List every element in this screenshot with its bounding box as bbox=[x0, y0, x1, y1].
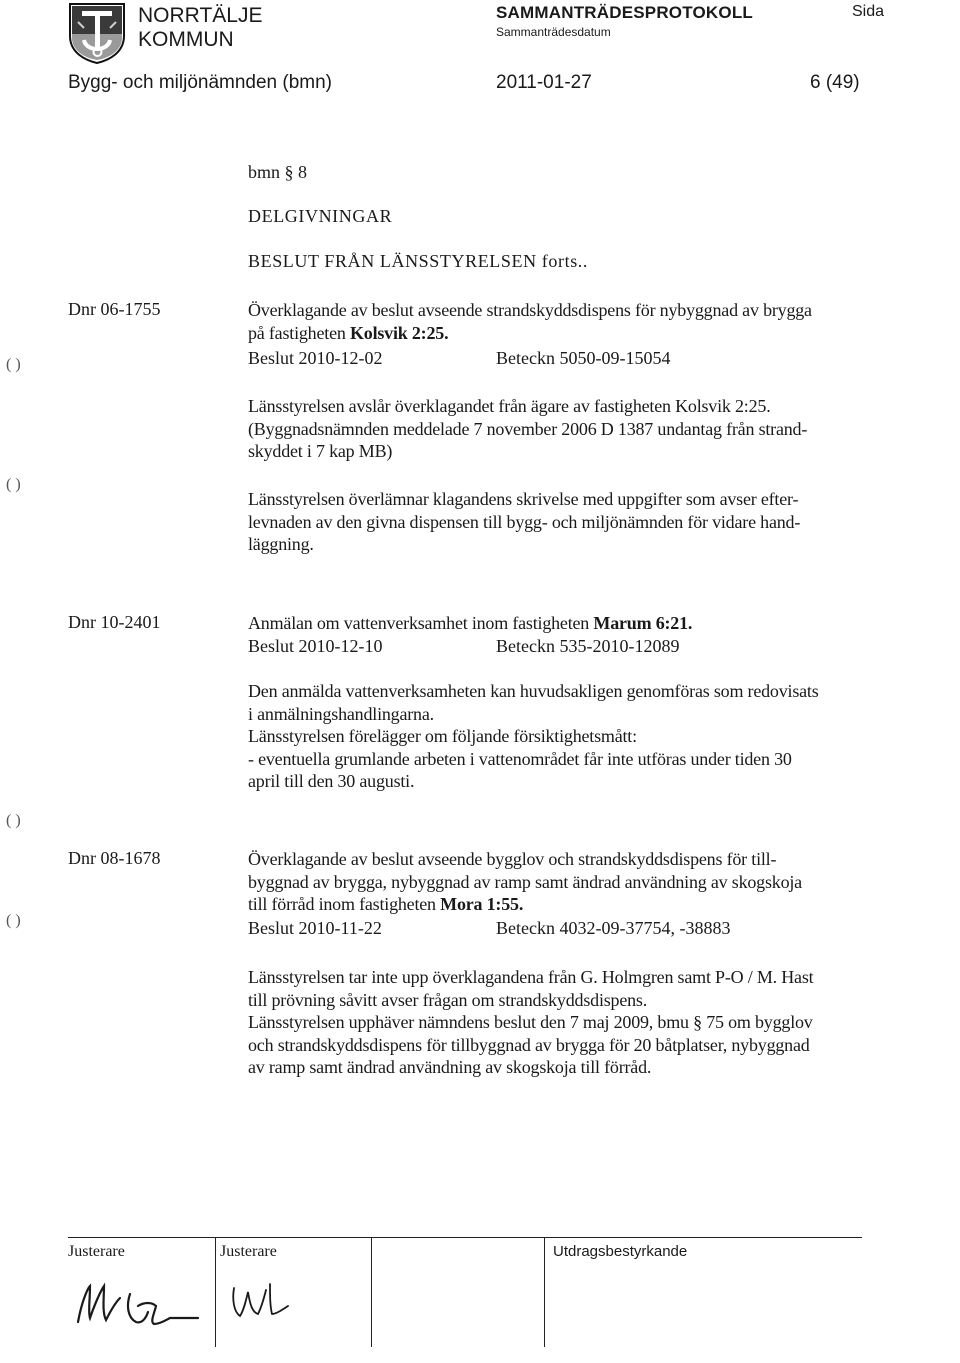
paragraph-line: Den anmälda vattenverksamheten kan huvudsakligen genomföras som redovisats bbox=[248, 681, 819, 701]
paragraph-line: Länsstyrelsen avslår överklagandet från ägare av fastigheten Kolsvik 2:25. bbox=[248, 396, 771, 416]
decision-paragraph bbox=[248, 966, 898, 1079]
case-number: Dnr 10-2401 bbox=[68, 612, 161, 632]
footer-divider bbox=[371, 1237, 372, 1347]
paragraph-line: (Byggnadsnämnden meddelade 7 november 2006 D 1387 undantag från strand- bbox=[248, 418, 808, 439]
margin-mark: ( ) bbox=[6, 476, 21, 493]
case-intro bbox=[248, 299, 898, 344]
decision-paragraph bbox=[248, 488, 898, 556]
decision-date: Beslut 2010-12-02 bbox=[248, 348, 383, 368]
case-intro-line: byggnad av brygga, nybyggnad av ramp samt ändrad användning av skogskoja bbox=[248, 871, 802, 892]
decision-reference: Beteckn 535-2010-12089 bbox=[496, 636, 680, 656]
signature-label: Justerare bbox=[220, 1243, 277, 1260]
organization-name-line1: NORRTÄLJE bbox=[138, 4, 263, 27]
case-intro-text: Anmälan om vattenverksamhet inom fastigheten bbox=[248, 613, 594, 633]
handwritten-initials-icon bbox=[226, 1270, 296, 1330]
margin-mark: ( ) bbox=[6, 812, 21, 829]
decision-paragraph bbox=[248, 395, 898, 463]
signature-label: Justerare bbox=[68, 1243, 125, 1260]
case-intro-line: Överklagande av beslut avseende bygglov och strandskyddsdispens för till- bbox=[248, 849, 777, 869]
municipality-crest-icon bbox=[68, 2, 126, 64]
decision-date: Beslut 2010-11-22 bbox=[248, 918, 382, 938]
decision-paragraph bbox=[248, 680, 898, 793]
footer-rule bbox=[68, 1237, 862, 1238]
property-designation: Kolsvik 2:25. bbox=[349, 322, 449, 343]
paragraph-line: Länsstyrelsen överlämnar klagandens skrivelse med uppgifter som avser efter- bbox=[248, 489, 799, 509]
case-intro-text: till förråd inom fastigheten bbox=[248, 894, 441, 914]
margin-mark: ( ) bbox=[6, 912, 21, 929]
committee-name: Bygg- och miljönämnden (bmn) bbox=[68, 72, 333, 93]
paragraph-line: och strandskyddsdispens för tillbyggnad av brygga för 20 båtplatser, nybyggnad bbox=[248, 1034, 810, 1055]
case-intro bbox=[248, 848, 898, 916]
meeting-date: 2011-01-27 bbox=[496, 72, 592, 93]
footer-divider bbox=[544, 1237, 545, 1347]
paragraph-line: till prövning såvitt avser frågan om strandskyddsdispens. bbox=[248, 989, 648, 1010]
paragraph-line: april till den 30 augusti. bbox=[248, 771, 415, 791]
page-number: 6 (49) bbox=[810, 72, 860, 93]
case-intro-line bbox=[248, 322, 898, 345]
organization-name-line2: KOMMUN bbox=[138, 28, 234, 51]
paragraph-line: skyddet i 7 kap MB) bbox=[248, 441, 393, 461]
paragraph-line: läggning. bbox=[248, 534, 314, 554]
case-intro-line bbox=[248, 893, 898, 916]
case-intro-text: på fastigheten bbox=[248, 322, 350, 343]
paragraph-line: Länsstyrelsen förelägger om följande försiktighetsmått: bbox=[248, 726, 637, 746]
decision-reference: Beteckn 5050-09-15054 bbox=[496, 348, 671, 368]
certification-label: Utdragsbestyrkande bbox=[553, 1243, 688, 1260]
paragraph-line: Länsstyrelsen tar inte upp överklagandena från G. Holmgren samt P-O / M. Hast bbox=[248, 967, 814, 987]
case-number: Dnr 08-1678 bbox=[68, 848, 161, 868]
case-number: Dnr 06-1755 bbox=[68, 299, 161, 319]
paragraph-line: levnaden av den givna dispensen till bygg- och miljönämnden för vidare hand- bbox=[248, 511, 801, 532]
section-reference: bmn § 8 bbox=[248, 162, 308, 182]
footer-divider bbox=[215, 1237, 216, 1347]
page-label: Sida bbox=[852, 3, 885, 20]
property-designation: Marum 6:21. bbox=[593, 613, 693, 633]
meeting-date-label: Sammanträdesdatum bbox=[496, 25, 611, 39]
paragraph-line: - eventuella grumlande arbeten i vattenområdet får inte utföras under tiden 30 bbox=[248, 748, 792, 769]
handwritten-signature-icon bbox=[72, 1272, 202, 1338]
section-heading: DELGIVNINGAR bbox=[248, 206, 393, 226]
paragraph-line: i anmälningshandlingarna. bbox=[248, 703, 434, 724]
paragraph-line: Länsstyrelsen upphäver nämndens beslut den 7 maj 2009, bmu § 75 om bygglov bbox=[248, 1012, 813, 1032]
property-designation: Mora 1:55. bbox=[440, 894, 524, 914]
section-subheading: BESLUT FRÅN LÄNSSTYRELSEN forts.. bbox=[248, 251, 588, 271]
decision-date: Beslut 2010-12-10 bbox=[248, 636, 383, 656]
case-intro bbox=[248, 612, 898, 635]
margin-mark: ( ) bbox=[6, 356, 21, 373]
case-intro-line: Överklagande av beslut avseende strandskyddsdispens för nybyggnad av brygga bbox=[248, 300, 812, 320]
decision-reference: Beteckn 4032-09-37754, -38883 bbox=[496, 918, 731, 938]
document-type: SAMMANTRÄDESPROTOKOLL bbox=[496, 3, 753, 22]
paragraph-line: av ramp samt ändrad användning av skogskoja till förråd. bbox=[248, 1057, 652, 1077]
